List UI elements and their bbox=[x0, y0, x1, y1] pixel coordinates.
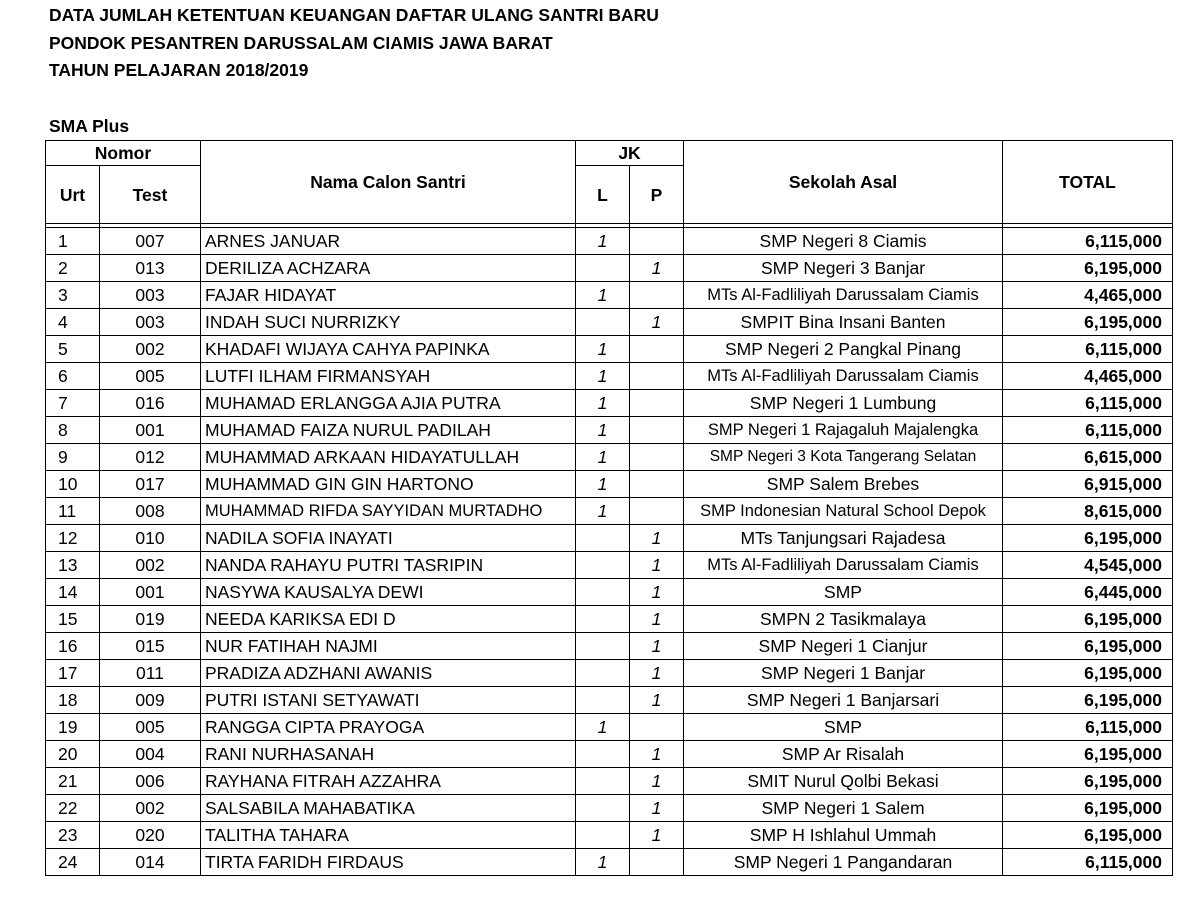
table-row bbox=[46, 282, 1173, 309]
table-row bbox=[46, 606, 1173, 633]
cell-nama: NADILA SOFIA INAYATI bbox=[201, 525, 576, 552]
cell-jk-l: 1 bbox=[576, 498, 630, 525]
cell-sekolah: SMPIT Bina Insani Banten bbox=[684, 309, 1003, 336]
cell-urt: 19 bbox=[46, 714, 100, 741]
cell-jk-l bbox=[576, 552, 630, 579]
cell-jk-p bbox=[630, 282, 684, 309]
cell-jk-p: 1 bbox=[630, 795, 684, 822]
cell-total: 6,115,000 bbox=[1003, 417, 1173, 444]
cell-nama: KHADAFI WIJAYA CAHYA PAPINKA bbox=[201, 336, 576, 363]
cell-jk-p bbox=[630, 498, 684, 525]
table-row bbox=[46, 660, 1173, 687]
cell-jk-l bbox=[576, 822, 630, 849]
cell-jk-p bbox=[630, 390, 684, 417]
table-row bbox=[46, 579, 1173, 606]
cell-test: 012 bbox=[100, 444, 201, 471]
cell-urt: 14 bbox=[46, 579, 100, 606]
cell-sekolah: MTs Al-Fadliliyah Darussalam Ciamis bbox=[684, 363, 1003, 390]
table-row bbox=[46, 336, 1173, 363]
cell-test: 005 bbox=[100, 714, 201, 741]
cell-nama: PUTRI ISTANI SETYAWATI bbox=[201, 687, 576, 714]
cell-test: 013 bbox=[100, 255, 201, 282]
cell-jk-l: 1 bbox=[576, 363, 630, 390]
cell-total: 6,195,000 bbox=[1003, 525, 1173, 552]
cell-nama: RANGGA CIPTA PRAYOGA bbox=[201, 714, 576, 741]
cell-test: 008 bbox=[100, 498, 201, 525]
cell-jk-l bbox=[576, 606, 630, 633]
cell-test: 002 bbox=[100, 336, 201, 363]
cell-jk-l bbox=[576, 309, 630, 336]
cell-jk-l bbox=[576, 795, 630, 822]
cell-urt: 13 bbox=[46, 552, 100, 579]
table-row bbox=[46, 849, 1173, 876]
table-row bbox=[46, 525, 1173, 552]
cell-jk-p: 1 bbox=[630, 633, 684, 660]
table-row bbox=[46, 471, 1173, 498]
document-title-line-1: DATA JUMLAH KETENTUAN KEUANGAN DAFTAR ULANG SANTRI BARU bbox=[49, 5, 659, 25]
cell-nama: MUHAMAD FAIZA NURUL PADILAH bbox=[201, 417, 576, 444]
cell-urt: 11 bbox=[46, 498, 100, 525]
cell-sekolah: SMP Salem Brebes bbox=[684, 471, 1003, 498]
cell-sekolah: SMP Negeri 1 Rajagaluh Majalengka bbox=[684, 417, 1003, 444]
cell-jk-l bbox=[576, 579, 630, 606]
col-header-jk: JK bbox=[576, 141, 684, 166]
cell-total: 6,615,000 bbox=[1003, 444, 1173, 471]
cell-jk-l: 1 bbox=[576, 471, 630, 498]
cell-total: 6,115,000 bbox=[1003, 228, 1173, 255]
cell-total: 6,915,000 bbox=[1003, 471, 1173, 498]
cell-urt: 3 bbox=[46, 282, 100, 309]
header-row-1 bbox=[46, 141, 1173, 166]
cell-test: 015 bbox=[100, 633, 201, 660]
cell-test: 014 bbox=[100, 849, 201, 876]
cell-jk-l: 1 bbox=[576, 336, 630, 363]
cell-urt: 16 bbox=[46, 633, 100, 660]
cell-sekolah: MTs Al-Fadliliyah Darussalam Ciamis bbox=[684, 282, 1003, 309]
cell-jk-p: 1 bbox=[630, 255, 684, 282]
cell-total: 4,465,000 bbox=[1003, 282, 1173, 309]
col-header-nama: Nama Calon Santri bbox=[201, 141, 576, 224]
cell-total: 6,195,000 bbox=[1003, 795, 1173, 822]
cell-nama: RANI NURHASANAH bbox=[201, 741, 576, 768]
document-title-line-2: PONDOK PESANTREN DARUSSALAM CIAMIS JAWA BARAT bbox=[49, 33, 553, 53]
cell-test: 017 bbox=[100, 471, 201, 498]
table-row bbox=[46, 714, 1173, 741]
cell-jk-p: 1 bbox=[630, 660, 684, 687]
cell-nama: PRADIZA ADZHANI AWANIS bbox=[201, 660, 576, 687]
col-header-urt: Urt bbox=[46, 166, 100, 224]
cell-total: 6,195,000 bbox=[1003, 687, 1173, 714]
cell-sekolah: SMP Ar Risalah bbox=[684, 741, 1003, 768]
col-header-p: P bbox=[630, 166, 684, 224]
cell-total: 6,195,000 bbox=[1003, 633, 1173, 660]
cell-jk-p: 1 bbox=[630, 579, 684, 606]
cell-sekolah: SMP Indonesian Natural School Depok bbox=[684, 498, 1003, 525]
table-row bbox=[46, 390, 1173, 417]
cell-test: 020 bbox=[100, 822, 201, 849]
cell-urt: 1 bbox=[46, 228, 100, 255]
cell-jk-l: 1 bbox=[576, 444, 630, 471]
cell-nama: INDAH SUCI NURRIZKY bbox=[201, 309, 576, 336]
cell-urt: 17 bbox=[46, 660, 100, 687]
cell-test: 004 bbox=[100, 741, 201, 768]
cell-jk-l bbox=[576, 255, 630, 282]
cell-total: 6,115,000 bbox=[1003, 336, 1173, 363]
cell-nama: NANDA RAHAYU PUTRI TASRIPIN bbox=[201, 552, 576, 579]
col-header-test: Test bbox=[100, 166, 201, 224]
cell-test: 003 bbox=[100, 282, 201, 309]
cell-jk-l bbox=[576, 525, 630, 552]
col-header-total: TOTAL bbox=[1003, 141, 1173, 224]
cell-sekolah: SMP Negeri 8 Ciamis bbox=[684, 228, 1003, 255]
cell-test: 016 bbox=[100, 390, 201, 417]
cell-nama: MUHAMMAD GIN GIN HARTONO bbox=[201, 471, 576, 498]
cell-sekolah: SMP Negeri 1 Lumbung bbox=[684, 390, 1003, 417]
cell-urt: 4 bbox=[46, 309, 100, 336]
cell-jk-l: 1 bbox=[576, 228, 630, 255]
cell-sekolah: SMP bbox=[684, 579, 1003, 606]
cell-test: 001 bbox=[100, 579, 201, 606]
table-row bbox=[46, 633, 1173, 660]
cell-nama: RAYHANA FITRAH AZZAHRA bbox=[201, 768, 576, 795]
cell-jk-p bbox=[630, 363, 684, 390]
cell-total: 6,195,000 bbox=[1003, 255, 1173, 282]
cell-sekolah: SMP Negeri 1 Pangandaran bbox=[684, 849, 1003, 876]
cell-test: 001 bbox=[100, 417, 201, 444]
cell-urt: 24 bbox=[46, 849, 100, 876]
cell-urt: 15 bbox=[46, 606, 100, 633]
cell-jk-l bbox=[576, 660, 630, 687]
cell-sekolah: SMP bbox=[684, 714, 1003, 741]
table-row bbox=[46, 498, 1173, 525]
cell-test: 002 bbox=[100, 552, 201, 579]
cell-sekolah: SMP Negeri 1 Salem bbox=[684, 795, 1003, 822]
cell-urt: 20 bbox=[46, 741, 100, 768]
cell-total: 6,445,000 bbox=[1003, 579, 1173, 606]
cell-test: 009 bbox=[100, 687, 201, 714]
cell-jk-p bbox=[630, 417, 684, 444]
cell-jk-p: 1 bbox=[630, 822, 684, 849]
cell-jk-l bbox=[576, 687, 630, 714]
table-row bbox=[46, 309, 1173, 336]
table-row bbox=[46, 363, 1173, 390]
cell-urt: 22 bbox=[46, 795, 100, 822]
table-row bbox=[46, 795, 1173, 822]
cell-test: 005 bbox=[100, 363, 201, 390]
cell-total: 6,195,000 bbox=[1003, 768, 1173, 795]
cell-total: 8,615,000 bbox=[1003, 498, 1173, 525]
cell-total: 6,195,000 bbox=[1003, 822, 1173, 849]
cell-total: 6,115,000 bbox=[1003, 390, 1173, 417]
cell-jk-p: 1 bbox=[630, 552, 684, 579]
cell-sekolah: SMP H Ishlahul Ummah bbox=[684, 822, 1003, 849]
cell-jk-p: 1 bbox=[630, 525, 684, 552]
cell-nama: FAJAR HIDAYAT bbox=[201, 282, 576, 309]
cell-jk-l bbox=[576, 633, 630, 660]
cell-nama: TALITHA TAHARA bbox=[201, 822, 576, 849]
cell-sekolah: SMP Negeri 1 Banjarsari bbox=[684, 687, 1003, 714]
santri-table bbox=[45, 140, 1173, 876]
cell-sekolah: MTs Tanjungsari Rajadesa bbox=[684, 525, 1003, 552]
cell-jk-p bbox=[630, 849, 684, 876]
cell-jk-l: 1 bbox=[576, 849, 630, 876]
cell-nama: NUR FATIHAH NAJMI bbox=[201, 633, 576, 660]
cell-test: 019 bbox=[100, 606, 201, 633]
cell-nama: SALSABILA MAHABATIKA bbox=[201, 795, 576, 822]
cell-nama: MUHAMMAD RIFDA SAYYIDAN MURTADHO bbox=[201, 498, 576, 525]
cell-nama: TIRTA FARIDH FIRDAUS bbox=[201, 849, 576, 876]
cell-jk-l: 1 bbox=[576, 417, 630, 444]
cell-jk-l: 1 bbox=[576, 390, 630, 417]
cell-urt: 21 bbox=[46, 768, 100, 795]
document-title-line-3: TAHUN PELAJARAN 2018/2019 bbox=[49, 60, 309, 80]
cell-nama: NASYWA KAUSALYA DEWI bbox=[201, 579, 576, 606]
cell-urt: 10 bbox=[46, 471, 100, 498]
cell-jk-l bbox=[576, 741, 630, 768]
cell-jk-p: 1 bbox=[630, 606, 684, 633]
cell-sekolah: SMP Negeri 1 Cianjur bbox=[684, 633, 1003, 660]
cell-test: 007 bbox=[100, 228, 201, 255]
table-row bbox=[46, 444, 1173, 471]
cell-urt: 7 bbox=[46, 390, 100, 417]
cell-test: 010 bbox=[100, 525, 201, 552]
cell-nama: LUTFI ILHAM FIRMANSYAH bbox=[201, 363, 576, 390]
cell-urt: 23 bbox=[46, 822, 100, 849]
table-row bbox=[46, 228, 1173, 255]
cell-test: 006 bbox=[100, 768, 201, 795]
cell-sekolah: SMP Negeri 2 Pangkal Pinang bbox=[684, 336, 1003, 363]
table-row bbox=[46, 687, 1173, 714]
cell-jk-l: 1 bbox=[576, 714, 630, 741]
cell-jk-p: 1 bbox=[630, 768, 684, 795]
cell-urt: 9 bbox=[46, 444, 100, 471]
cell-sekolah: SMP Negeri 3 Banjar bbox=[684, 255, 1003, 282]
cell-jk-p: 1 bbox=[630, 741, 684, 768]
cell-total: 6,115,000 bbox=[1003, 714, 1173, 741]
cell-nama: NEEDA KARIKSA EDI D bbox=[201, 606, 576, 633]
cell-nama: MUHAMAD ERLANGGA AJIA PUTRA bbox=[201, 390, 576, 417]
table-row bbox=[46, 552, 1173, 579]
col-header-sekolah: Sekolah Asal bbox=[684, 141, 1003, 224]
cell-total: 6,195,000 bbox=[1003, 309, 1173, 336]
table-body bbox=[46, 224, 1173, 876]
cell-nama: DERILIZA ACHZARA bbox=[201, 255, 576, 282]
cell-sekolah: SMP Negeri 3 Kota Tangerang Selatan bbox=[684, 444, 1003, 471]
section-label: SMA Plus bbox=[49, 116, 130, 136]
table-row bbox=[46, 741, 1173, 768]
cell-jk-p bbox=[630, 336, 684, 363]
cell-sekolah: SMP Negeri 1 Banjar bbox=[684, 660, 1003, 687]
cell-sekolah: SMPN 2 Tasikmalaya bbox=[684, 606, 1003, 633]
cell-total: 4,465,000 bbox=[1003, 363, 1173, 390]
cell-jk-p: 1 bbox=[630, 309, 684, 336]
cell-urt: 12 bbox=[46, 525, 100, 552]
table-row bbox=[46, 417, 1173, 444]
cell-total: 6,195,000 bbox=[1003, 660, 1173, 687]
cell-test: 003 bbox=[100, 309, 201, 336]
cell-nama: ARNES JANUAR bbox=[201, 228, 576, 255]
table-row bbox=[46, 255, 1173, 282]
cell-jk-p: 1 bbox=[630, 687, 684, 714]
cell-urt: 6 bbox=[46, 363, 100, 390]
cell-urt: 2 bbox=[46, 255, 100, 282]
cell-total: 6,115,000 bbox=[1003, 849, 1173, 876]
col-header-nomor: Nomor bbox=[46, 141, 201, 166]
col-header-l: L bbox=[576, 166, 630, 224]
cell-urt: 8 bbox=[46, 417, 100, 444]
cell-jk-p bbox=[630, 471, 684, 498]
cell-total: 6,195,000 bbox=[1003, 606, 1173, 633]
cell-sekolah: MTs Al-Fadliliyah Darussalam Ciamis bbox=[684, 552, 1003, 579]
cell-jk-p bbox=[630, 444, 684, 471]
cell-nama: MUHAMMAD ARKAAN HIDAYATULLAH bbox=[201, 444, 576, 471]
cell-jk-p bbox=[630, 714, 684, 741]
cell-urt: 18 bbox=[46, 687, 100, 714]
cell-jk-l: 1 bbox=[576, 282, 630, 309]
cell-total: 4,545,000 bbox=[1003, 552, 1173, 579]
cell-jk-p bbox=[630, 228, 684, 255]
cell-total: 6,195,000 bbox=[1003, 741, 1173, 768]
cell-test: 011 bbox=[100, 660, 201, 687]
cell-jk-l bbox=[576, 768, 630, 795]
cell-sekolah: SMIT Nurul Qolbi Bekasi bbox=[684, 768, 1003, 795]
cell-test: 002 bbox=[100, 795, 201, 822]
table-row bbox=[46, 768, 1173, 795]
cell-urt: 5 bbox=[46, 336, 100, 363]
table-row bbox=[46, 822, 1173, 849]
